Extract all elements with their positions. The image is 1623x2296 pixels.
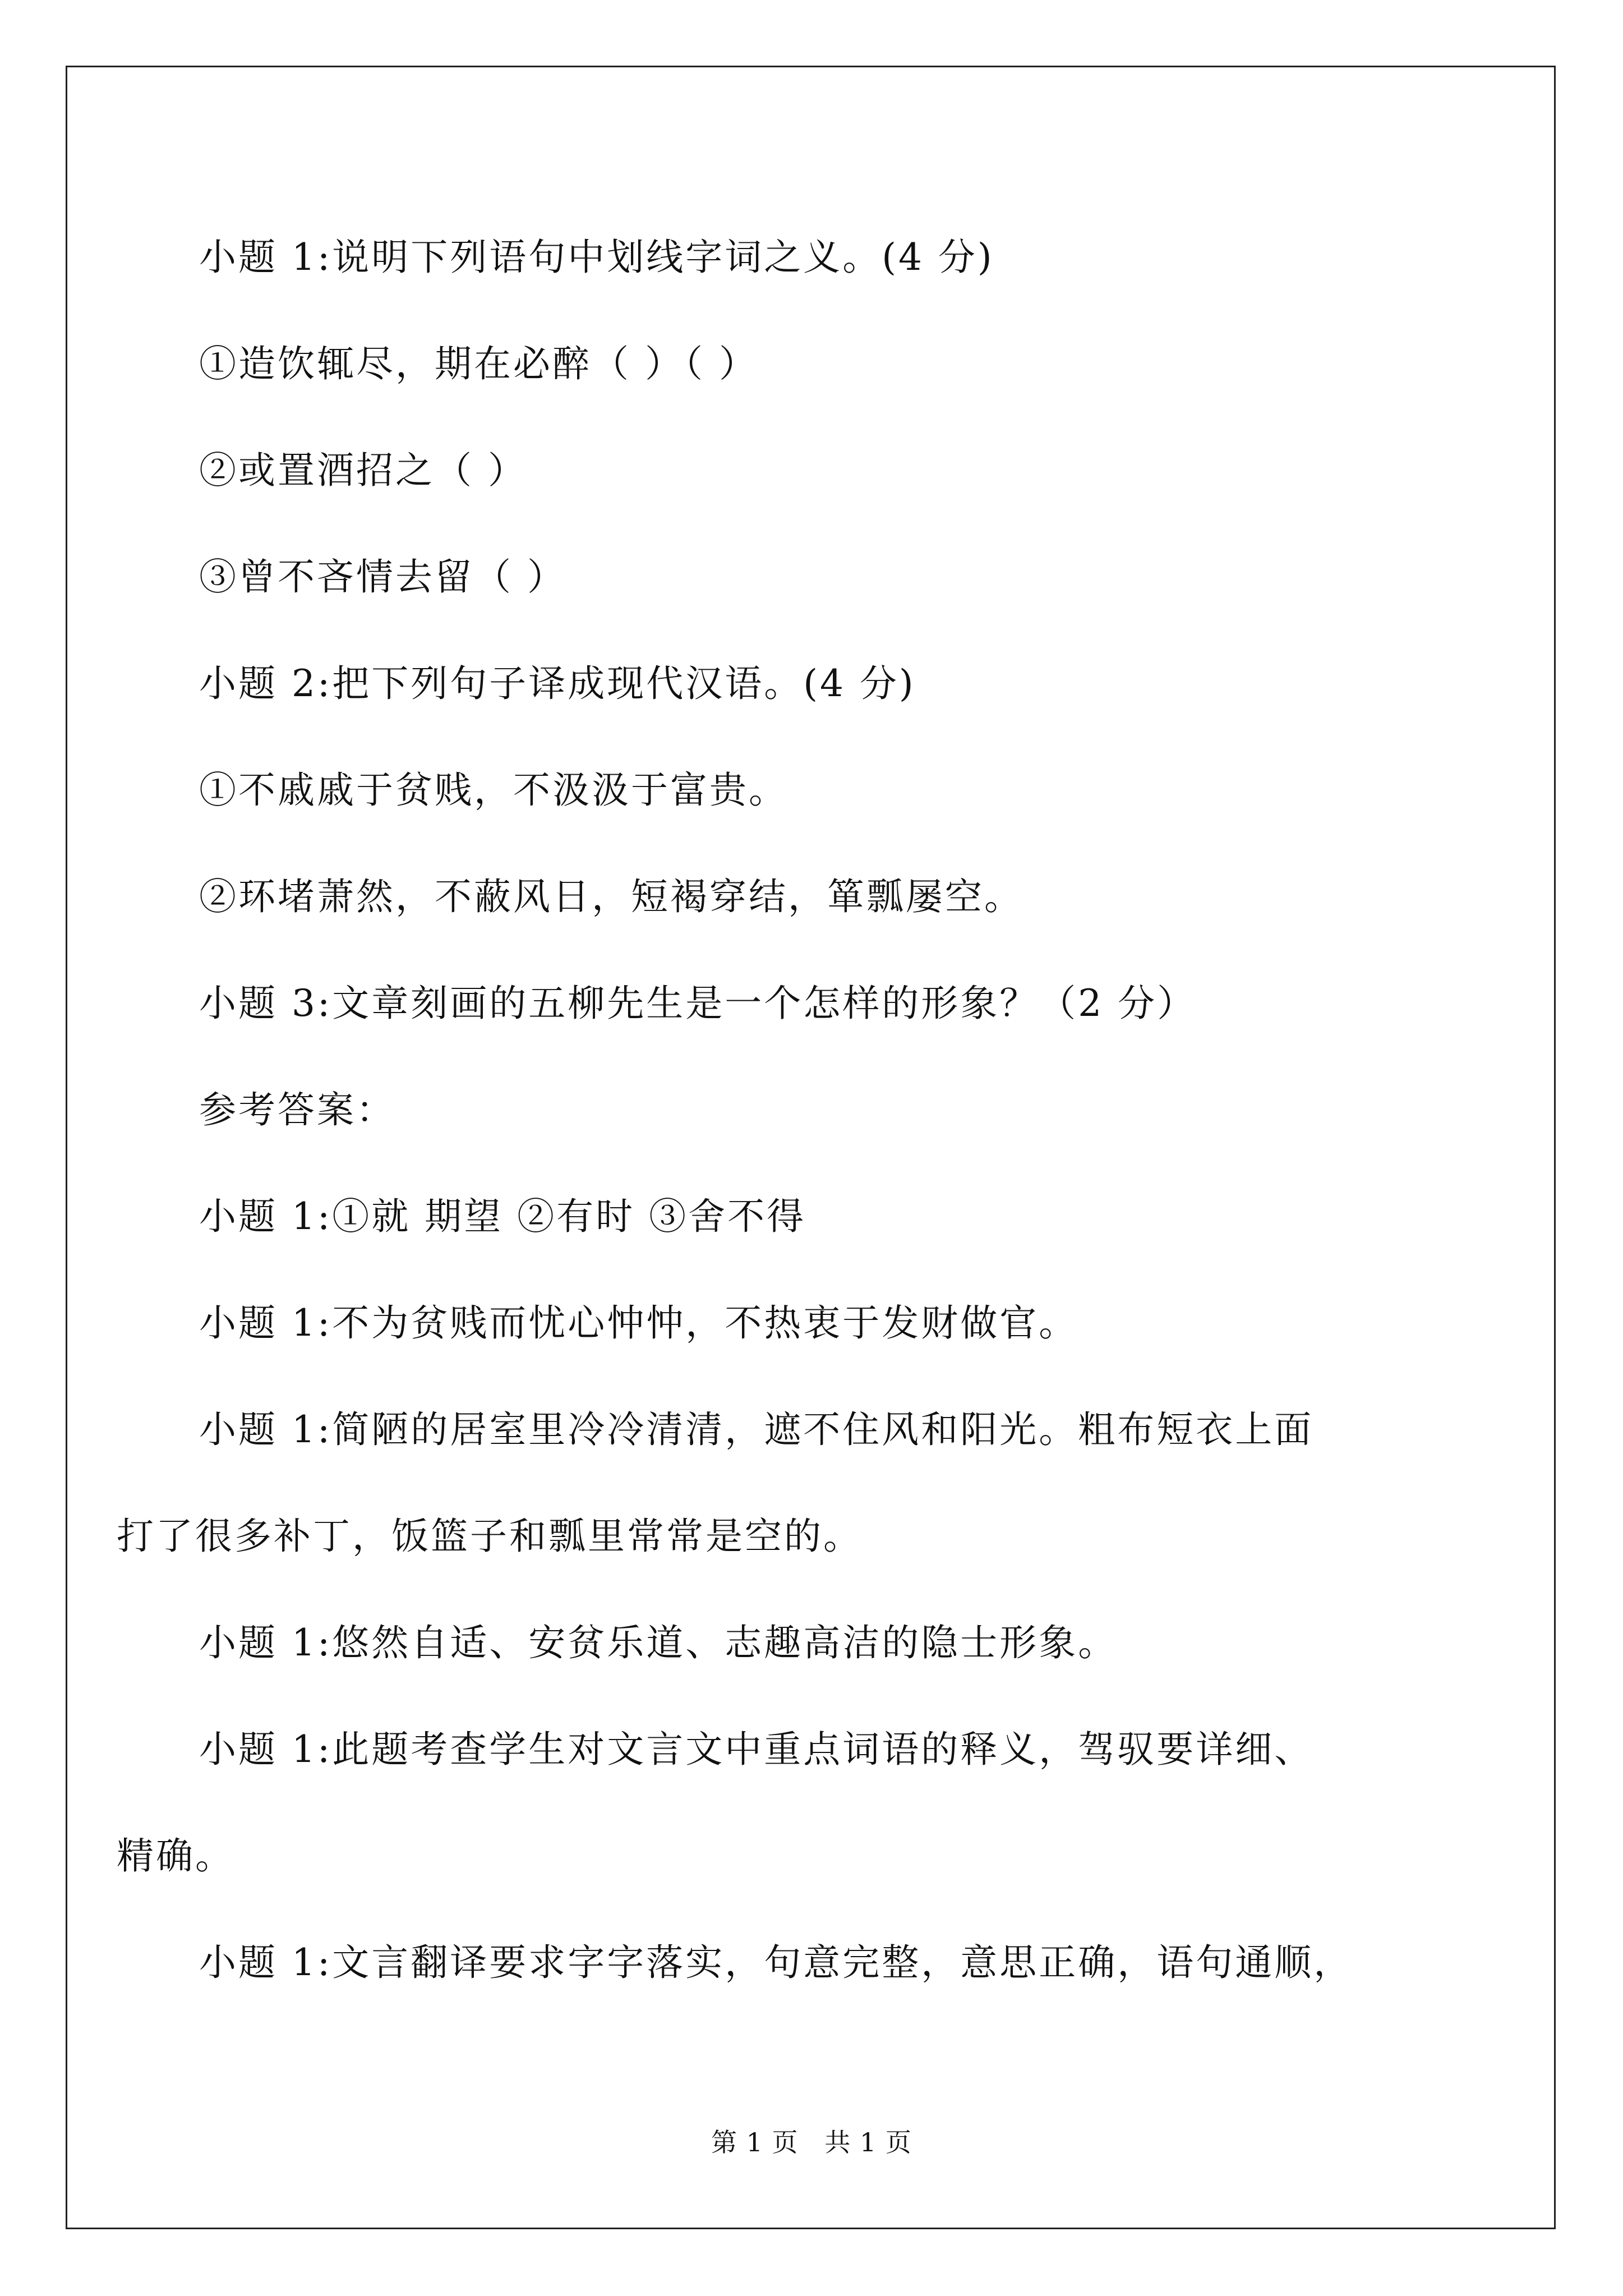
answer-line: 小题 1:此题考查学生对文言文中重点词语的释义，驾驭要详细、 <box>199 1728 1314 1771</box>
question-1-item-3: ③曾不吝情去留（ ） <box>199 555 566 599</box>
question-2-item-2: ②环堵萧然，不蔽风日，短褐穿结，箪瓢屡空。 <box>199 875 1023 918</box>
question-3-prompt: 小题 3:文章刻画的五柳先生是一个怎样的形象？（2 分） <box>199 982 1197 1025</box>
answer-line: 小题 1:①就 期望 ②有时 ③舍不得 <box>199 1195 806 1238</box>
answer-line-continuation: 打了很多补丁，饭篮子和瓢里常常是空的。 <box>117 1515 863 1558</box>
page-border <box>66 66 1556 2229</box>
question-2-prompt: 小题 2:把下列句子译成现代汉语。(4 分) <box>199 662 916 705</box>
answer-line: 小题 1:文言翻译要求字字落实，句意完整，意思正确，语句通顺， <box>199 1941 1353 1984</box>
question-1-item-2: ②或置酒招之（ ） <box>199 449 527 492</box>
answer-line: 小题 1:不为贫贱而忧心忡忡，不热衷于发财做官。 <box>199 1301 1078 1345</box>
answer-heading: 参考答案： <box>199 1088 395 1131</box>
answer-line: 小题 1:悠然自适、安贫乐道、志趣高洁的隐士形象。 <box>199 1621 1118 1664</box>
answer-line-continuation: 精确。 <box>117 1834 234 1878</box>
question-1-item-1: ①造饮辄尽，期在必醉（ ）（ ） <box>199 342 758 385</box>
question-1-prompt: 小题 1:说明下列语句中划线字词之义。(4 分) <box>199 236 994 279</box>
page-number-footer: 第 1 页 共 1 页 <box>711 2127 912 2157</box>
answer-line: 小题 1:简陋的居室里冷冷清清，遮不住风和阳光。粗布短衣上面 <box>199 1408 1314 1451</box>
question-2-item-1: ①不戚戚于贫贱，不汲汲于富贵。 <box>199 769 788 812</box>
